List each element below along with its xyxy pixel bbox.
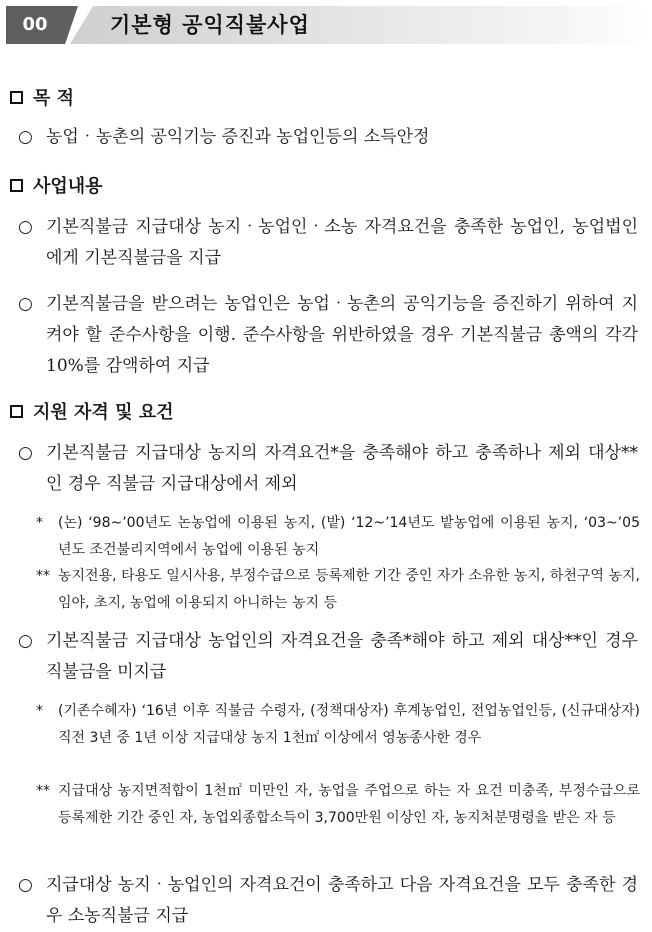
footnote-mark: ** [36,783,50,799]
circle-bullet-icon: ○ [18,631,33,651]
circle-bullet-icon: ○ [18,217,33,237]
footnote [36,510,640,564]
circle-bullet-icon: ○ [18,443,33,463]
list-item [18,122,638,153]
program-text-1: 기본직불금 지급대상 농지‧농업인‧소농 자격요건을 충족한 농업인, 농업법인에게 기본직불금을 지급 [46,217,638,268]
eligibility-text-2: 기본직불금 지급대상 농업인의 자격요건을 충족*해야 하고 제외 대상**인 경우 직불금을 미지급 [46,631,638,682]
section-header [6,6,646,44]
list-item [18,212,638,274]
eligibility-text-3: 지급대상 농지‧농업인의 자격요건이 충족하고 다음 자격요건을 모두 충족한 경우 소농직불금 지급 [46,875,638,926]
footnote-text: 농지전용, 타용도 일시사용, 부정수급으로 등록제한 기간 중인 자가 소유한 농지, 하천구역 농지, 임야, 초지, 농업에 이용되지 아니하는 농지 등 [58,568,640,611]
heading-purpose [10,84,74,110]
footnote [36,698,640,752]
eligibility-text-1: 기본직불금 지급대상 농지의 자격요건*을 충족해야 하고 충족하나 제외 대상**인 경우 직불금 지급대상에서 제외 [46,443,638,494]
footnote-text: (논) ‘98~’00년도 논농업에 이용된 농지, (밭) ‘12~’14년도 밭농업에 이용된 농지, ‘03~’05년도 조건불리지역에서 농업에 이용된 농지 [58,515,640,558]
heading-program [10,172,103,198]
square-icon [10,405,23,418]
footnote-mark: * [36,515,43,531]
heading-program-label: 사업내용 [33,176,103,197]
circle-bullet-icon: ○ [18,127,33,147]
circle-bullet-icon: ○ [18,875,33,895]
list-item [18,870,638,932]
footnote-mark: * [36,703,43,719]
square-icon [10,91,23,104]
heading-eligibility [10,398,174,424]
heading-eligibility-label: 지원 자격 및 요건 [33,402,174,423]
purpose-text: 농업‧농촌의 공익기능 증진과 농업인등의 소득안정 [46,127,430,147]
list-item [18,438,638,500]
section-number: 00 [22,14,48,35]
list-item [18,626,638,688]
page-title: 기본형 공익직불사업 [110,13,310,37]
footnote-mark: ** [36,568,50,584]
footnote [36,563,640,617]
footnote [36,778,640,832]
circle-bullet-icon: ○ [18,294,33,314]
list-item [18,289,638,382]
footnote-text: 지급대상 농지면적합이 1천㎡ 미만인 자, 농업을 주업으로 하는 자 요건 미충족, 부정수급으로 등록제한 기간 중인 자, 농업외종합소득이 3,700만원 이상인 자, 농지처분명령을 받은 자 등 [58,783,640,826]
footnote-text: (기존수혜자) ‘16년 이후 직불금 수령자, (정책대상자) 후계농업인, 전업농업인등, (신규대상자) 직전 3년 중 1년 이상 지급대상 농지 1천㎡ 이상에서 영농종사한 경우 [58,703,640,746]
program-text-2: 기본직불금을 받으려는 농업인은 농업‧농촌의 공익기능을 증진하기 위하여 지켜야 할 준수사항을 이행. 준수사항을 위반하였을 경우 기본직불금 총액의 각각 10%를 감액하여 지급 [46,294,638,376]
square-icon [10,179,23,192]
heading-purpose-label: 목 적 [33,88,75,109]
